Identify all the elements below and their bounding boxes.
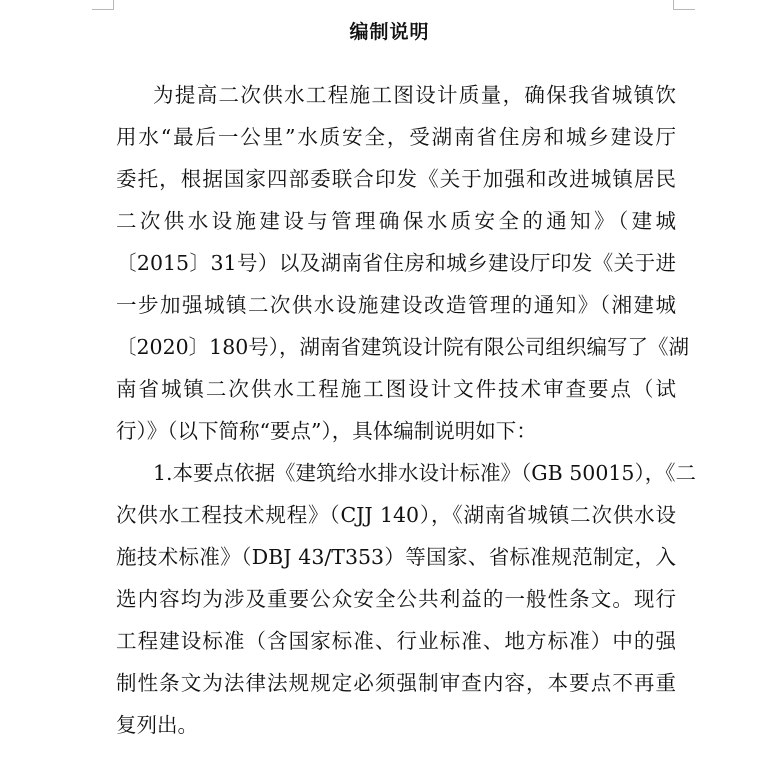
crop-mark-top-left bbox=[92, 9, 114, 10]
text-line: 用水“最后一公里”水质安全，受湖南省住房和城乡建设厅 bbox=[116, 125, 676, 149]
text-line: 〔2015〕31号）以及湖南省住房和城乡建设厅印发《关于进 bbox=[116, 251, 676, 275]
text-line: 次供水工程技术规程》（CJJ 140），《湖南省城镇二次供水设 bbox=[116, 503, 676, 527]
crop-mark-top-left-vertical bbox=[113, 0, 114, 10]
text-line: 复列出。 bbox=[116, 713, 198, 737]
document-body bbox=[116, 74, 696, 746]
text-line: 一步加强城镇二次供水设施建设改造管理的通知》（湘建城 bbox=[116, 293, 676, 317]
document-title: 编制说明 bbox=[349, 21, 430, 43]
text-line: 选内容均为涉及重要公众安全公共利益的一般性条文。现行 bbox=[116, 587, 676, 611]
paragraph-intro bbox=[116, 74, 690, 452]
crop-mark-top-right-vertical bbox=[673, 0, 674, 10]
text-line: 委托，根据国家四部委联合印发《关于加强和改进城镇居民 bbox=[116, 167, 676, 191]
text-line: 制性条文为法律法规规定必须强制审查内容，本要点不再重 bbox=[116, 671, 676, 695]
text-line: 南省城镇二次供水工程施工图设计文件技术审查要点（试 bbox=[116, 377, 676, 401]
text-line: 二次供水设施建设与管理确保水质安全的通知》（建城 bbox=[116, 209, 676, 233]
text-line: 〔2020〕180号），湖南省建筑设计院有限公司组织编写了《湖 bbox=[116, 335, 690, 359]
text-line: 1.本要点依据《建筑给水排水设计标准》（GB 50015），《二 bbox=[153, 461, 696, 485]
text-line: 施技术标准》（DBJ 43/T353）等国家、省标准规范制定，入 bbox=[116, 545, 676, 569]
paragraph-item-1 bbox=[116, 452, 696, 746]
text-line: 行）》（以下简称“要点”），具体编制说明如下： bbox=[116, 419, 537, 443]
text-line: 为提高二次供水工程施工图设计质量，确保我省城镇饮 bbox=[153, 83, 676, 107]
crop-mark-top-right bbox=[673, 9, 695, 10]
text-line: 工程建设标准（含国家标准、行业标准、地方标准）中的强 bbox=[116, 629, 676, 653]
